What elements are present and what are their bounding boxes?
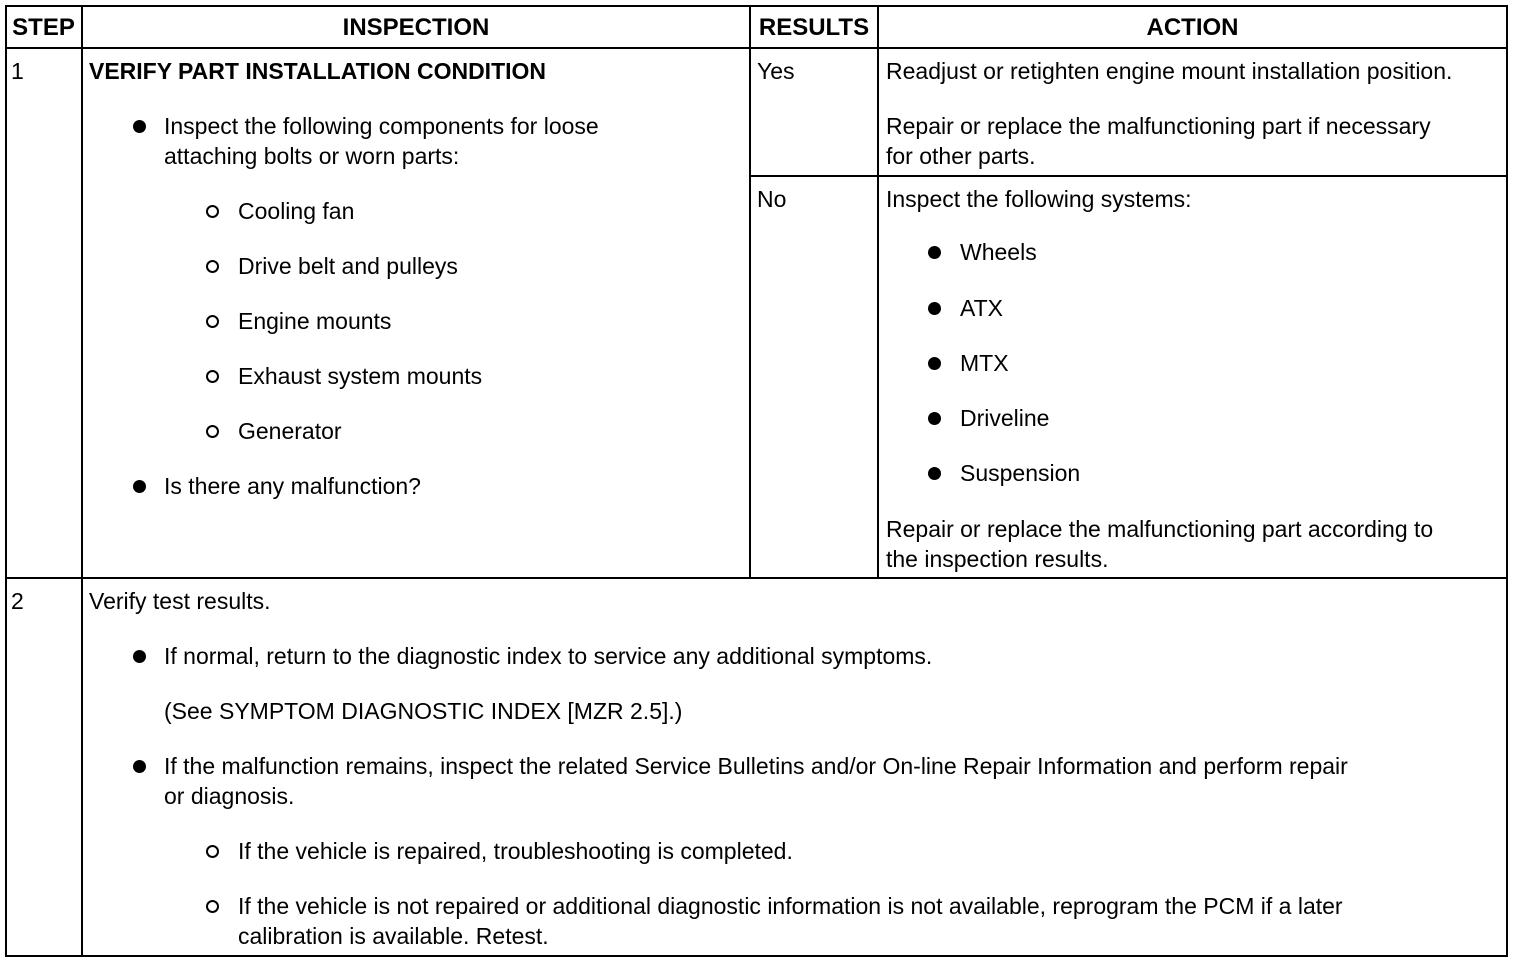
sub-bullet-ring	[206, 900, 219, 913]
step-1-bullet-inspect-line2: attaching bolts or worn parts:	[164, 143, 460, 169]
system-item: ATX	[960, 295, 1004, 321]
result-yes: Yes	[757, 58, 795, 84]
step-2-title: Verify test results.	[89, 588, 271, 614]
no-action-intro: Inspect the following systems:	[886, 186, 1192, 212]
sub-bullet-ring	[206, 370, 219, 383]
bullet-dot	[133, 120, 146, 133]
bullet-dot	[133, 650, 146, 663]
yes-action-readjust: Readjust or retighten engine mount installation position.	[886, 58, 1453, 84]
step-row-divider	[6, 577, 1506, 579]
step-2-bullet-remains-line1: If the malfunction remains, inspect the related Service Bulletins and/or On-line Repair Information and perform repair	[164, 753, 1348, 779]
step-1-bullet-inspect-line1: Inspect the following components for loose	[164, 113, 599, 139]
step-1-number: 1	[11, 58, 24, 84]
step-1-bullet-question: Is there any malfunction?	[164, 473, 421, 499]
sub-bullet-ring	[206, 315, 219, 328]
bullet-dot	[928, 467, 941, 480]
component-item: Engine mounts	[238, 308, 392, 334]
component-item: Generator	[238, 418, 342, 444]
inspection-column-divider	[749, 6, 751, 578]
step-1-title: VERIFY PART INSTALLATION CONDITION	[89, 58, 547, 84]
step-2-number: 2	[11, 588, 24, 614]
header-inspection: INSPECTION	[342, 14, 490, 41]
step-2-see-reference: (See SYMPTOM DIAGNOSTIC INDEX [MZR 2.5].)	[164, 698, 683, 724]
no-action-closing-line2: the inspection results.	[886, 546, 1109, 572]
component-item: Cooling fan	[238, 198, 355, 224]
yes-no-divider	[750, 175, 1506, 177]
step-2-sub-repaired: If the vehicle is repaired, troubleshooting is completed.	[238, 838, 793, 864]
header-results: RESULTS	[758, 14, 870, 41]
header-action: ACTION	[1146, 14, 1239, 41]
step-2-sub-not-repaired-line2: calibration is available. Retest.	[238, 923, 549, 949]
sub-bullet-ring	[206, 425, 219, 438]
step-2-bullet-remains-line2: or diagnosis.	[164, 783, 295, 809]
results-column-divider	[877, 6, 879, 578]
system-item: Wheels	[960, 239, 1037, 265]
bullet-dot	[133, 480, 146, 493]
component-item: Drive belt and pulleys	[238, 253, 458, 279]
system-item: Suspension	[960, 460, 1081, 486]
bullet-dot	[928, 357, 941, 370]
bullet-dot	[133, 760, 146, 773]
sub-bullet-ring	[206, 205, 219, 218]
yes-action-repair-line1: Repair or replace the malfunctioning part if necessary	[886, 113, 1431, 139]
component-item: Exhaust system mounts	[238, 363, 483, 389]
yes-action-repair-line2: for other parts.	[886, 143, 1036, 169]
header-step: STEP	[12, 14, 75, 41]
system-item: Driveline	[960, 405, 1050, 431]
bullet-dot	[928, 412, 941, 425]
system-item: MTX	[960, 350, 1009, 376]
bullet-dot	[928, 246, 941, 259]
no-action-closing-line1: Repair or replace the malfunctioning part according to	[886, 516, 1434, 542]
sub-bullet-ring	[206, 260, 219, 273]
result-no: No	[757, 186, 787, 212]
step-2-bullet-normal: If normal, return to the diagnostic index to service any additional symptoms.	[164, 643, 933, 669]
step-2-sub-not-repaired-line1: If the vehicle is not repaired or additional diagnostic information is not available, reprogram the PCM if a later	[238, 893, 1343, 919]
sub-bullet-ring	[206, 845, 219, 858]
step-column-divider	[81, 6, 83, 956]
bullet-dot	[928, 302, 941, 315]
